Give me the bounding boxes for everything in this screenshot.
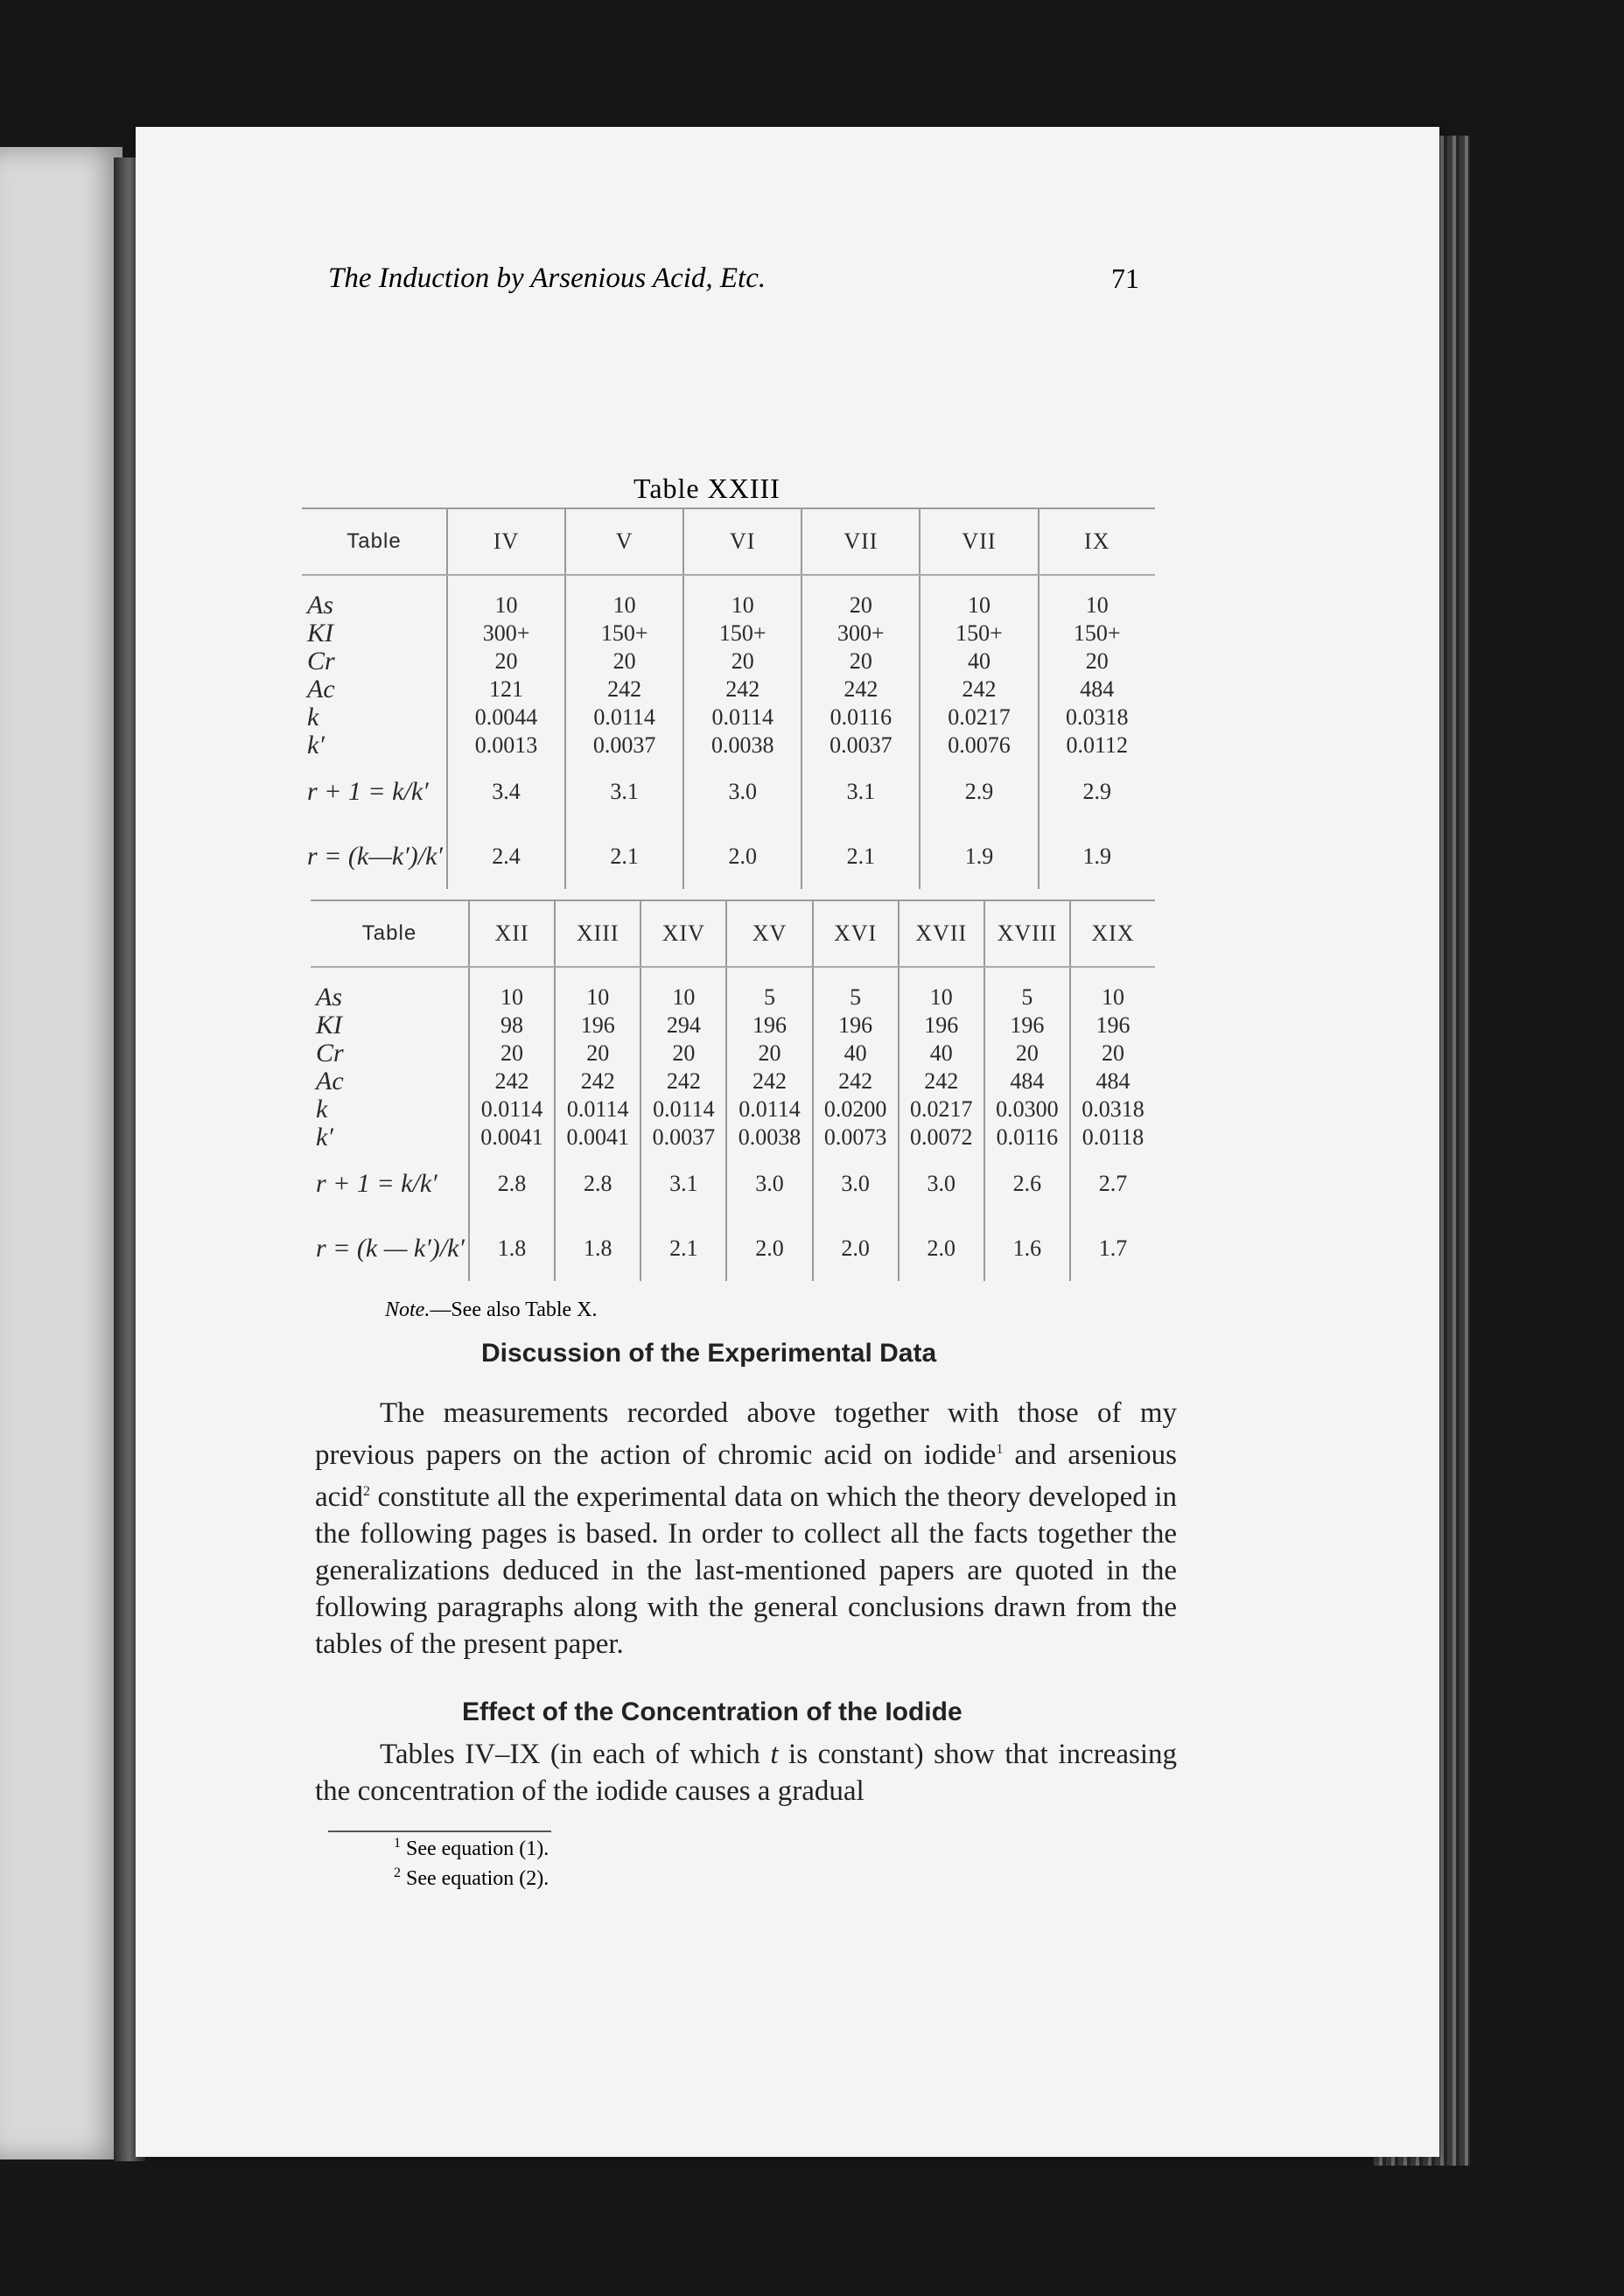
table-cell: 20 [1039, 648, 1155, 676]
table-row [311, 1096, 1155, 1124]
paragraph-text: Tables IV–IX (in each of which [380, 1739, 771, 1770]
facing-left-page [0, 147, 122, 2160]
table-cell: 150+ [920, 620, 1038, 648]
table-cell: 3.1 [802, 760, 920, 824]
footnote-rule [328, 1830, 551, 1832]
table-cell: 2.1 [640, 1216, 726, 1281]
table-cell: 196 [1070, 1012, 1155, 1040]
table-cell: 2.4 [447, 824, 565, 889]
table-cell: 20 [447, 648, 565, 676]
table-row [302, 732, 1155, 760]
table-cell: 10 [683, 592, 802, 620]
table-cell: 0.0038 [726, 1124, 812, 1152]
table-row [302, 592, 1155, 620]
table-cell: 2.0 [683, 824, 802, 889]
table-cell: 0.0114 [555, 1096, 640, 1124]
table-cell: 196 [555, 1012, 640, 1040]
row-label: Ac [307, 675, 335, 704]
table-row [311, 1152, 1155, 1216]
paragraph-text: The measurements recorded above together with those of my previous papers on the action of chromic acid on iodide [315, 1397, 1177, 1471]
table-cell: 0.0217 [899, 1096, 984, 1124]
table-cell: 0.0041 [469, 1124, 555, 1152]
column-header-table: Table [311, 900, 469, 967]
column-header: VI [683, 508, 802, 575]
table-cell: 20 [555, 1040, 640, 1068]
table-row [302, 648, 1155, 676]
note-text: —See also Table X. [430, 1298, 598, 1321]
table-cell: 2.1 [565, 824, 683, 889]
column-header-table: Table [302, 508, 447, 575]
table-cell: 196 [899, 1012, 984, 1040]
table-cell: 1.9 [1039, 824, 1155, 889]
row-label: Cr [307, 647, 335, 676]
table-cell: 294 [640, 1012, 726, 1040]
column-header: XII [469, 900, 555, 967]
table-xxiii-part-1 [302, 508, 1155, 889]
table-cell: 242 [469, 1068, 555, 1096]
column-header: V [565, 508, 683, 575]
table-cell: 0.0318 [1039, 704, 1155, 732]
running-head: The Induction by Arsenious Acid, Etc. [328, 262, 766, 294]
table-row [302, 704, 1155, 732]
table-cell: 20 [640, 1040, 726, 1068]
table-cell: 0.0118 [1070, 1124, 1155, 1152]
table-cell: 2.7 [1070, 1152, 1155, 1216]
spacer-row [311, 967, 1155, 984]
table-cell: 242 [813, 1068, 899, 1096]
table-row [311, 1124, 1155, 1152]
row-label: r = (k — k′)/k′ [316, 1234, 465, 1263]
table-cell: 242 [802, 676, 920, 704]
table-note [385, 1298, 598, 1322]
table-cell: 1.9 [920, 824, 1038, 889]
table-cell: 0.0073 [813, 1124, 899, 1152]
table-row [302, 620, 1155, 648]
variable-t: t [770, 1739, 779, 1770]
table-cell: 20 [469, 1040, 555, 1068]
table-cell: 3.1 [565, 760, 683, 824]
table-cell: 20 [1070, 1040, 1155, 1068]
table-cell: 20 [565, 648, 683, 676]
column-header: XVI [813, 900, 899, 967]
note-label: Note. [385, 1298, 430, 1321]
table-cell: 3.0 [726, 1152, 812, 1216]
row-label: KI [307, 619, 333, 648]
row-label: k [307, 703, 319, 732]
table-xxiii-part-2 [311, 900, 1155, 1281]
table-cell: 2.6 [984, 1152, 1070, 1216]
table-row [302, 824, 1155, 889]
footnote-marker: 1 [996, 1442, 1004, 1457]
table-cell: 2.1 [802, 824, 920, 889]
footnote-1 [394, 1836, 549, 1861]
table-cell: 10 [899, 984, 984, 1012]
table-cell: 0.0041 [555, 1124, 640, 1152]
row-label: r + 1 = k/k′ [316, 1169, 438, 1198]
column-header: XV [726, 900, 812, 967]
table-cell: 484 [1039, 676, 1155, 704]
table-cell: 0.0114 [726, 1096, 812, 1124]
table-row [311, 1012, 1155, 1040]
table-cell: 150+ [565, 620, 683, 648]
spacer-row [302, 575, 1155, 592]
table-cell: 300+ [447, 620, 565, 648]
table-cell: 3.4 [447, 760, 565, 824]
table-cell: 242 [726, 1068, 812, 1096]
table-cell: 20 [726, 1040, 812, 1068]
column-header: XIX [1070, 900, 1155, 967]
table-cell: 242 [899, 1068, 984, 1096]
table-cell: 0.0114 [469, 1096, 555, 1124]
table-cell: 10 [447, 592, 565, 620]
table-cell: 3.0 [899, 1152, 984, 1216]
table-cell: 10 [920, 592, 1038, 620]
table-cell: 2.0 [899, 1216, 984, 1281]
row-label: k′ [307, 731, 325, 760]
row-label: As [307, 591, 333, 620]
table-cell: 20 [802, 592, 920, 620]
table-cell: 1.8 [555, 1216, 640, 1281]
paragraph-text: and arsenious acid [315, 1439, 1177, 1513]
table-cell: 196 [726, 1012, 812, 1040]
table-cell: 0.0116 [802, 704, 920, 732]
table-cell: 40 [899, 1040, 984, 1068]
table-cell: 242 [920, 676, 1038, 704]
table-cell: 0.0037 [565, 732, 683, 760]
table-cell: 242 [565, 676, 683, 704]
table-cell: 0.0037 [640, 1124, 726, 1152]
table-cell: 98 [469, 1012, 555, 1040]
table-row [311, 1216, 1155, 1281]
table-cell: 150+ [683, 620, 802, 648]
table-cell: 2.0 [726, 1216, 812, 1281]
paragraph-text: is constant) show that increasing the concentration of the iodide causes a gradual [315, 1739, 1177, 1807]
column-header: XVII [899, 900, 984, 967]
table-cell: 20 [984, 1040, 1070, 1068]
table-header-row [302, 508, 1155, 575]
table-cell: 5 [813, 984, 899, 1012]
table-cell: 5 [984, 984, 1070, 1012]
section-heading-discussion: Discussion of the Experimental Data [481, 1339, 937, 1368]
footnote-mark: 1 [394, 1836, 401, 1851]
row-label: Ac [316, 1067, 344, 1096]
table-cell: 150+ [1039, 620, 1155, 648]
table-cell: 0.0217 [920, 704, 1038, 732]
table-cell: 0.0044 [447, 704, 565, 732]
table-cell: 2.8 [555, 1152, 640, 1216]
table-cell: 0.0200 [813, 1096, 899, 1124]
table-cell: 1.7 [1070, 1216, 1155, 1281]
table-cell: 2.9 [920, 760, 1038, 824]
table-cell: 2.8 [469, 1152, 555, 1216]
table-cell: 0.0072 [899, 1124, 984, 1152]
paragraph-discussion [315, 1395, 1177, 1662]
table-cell: 0.0013 [447, 732, 565, 760]
paragraph-iodide [315, 1736, 1177, 1810]
column-header: VII [802, 508, 920, 575]
table-cell: 196 [813, 1012, 899, 1040]
table-cell: 242 [640, 1068, 726, 1096]
table-cell: 10 [1039, 592, 1155, 620]
table-cell: 242 [683, 676, 802, 704]
row-label: k [316, 1095, 328, 1124]
page-number: 71 [1111, 262, 1139, 294]
table-cell: 300+ [802, 620, 920, 648]
table-cell: 484 [1070, 1068, 1155, 1096]
table-cell: 0.0300 [984, 1096, 1070, 1124]
table-row [311, 1040, 1155, 1068]
table-cell: 0.0114 [565, 704, 683, 732]
footnote-marker: 2 [362, 1484, 370, 1499]
table-cell: 0.0318 [1070, 1096, 1155, 1124]
footnote-mark: 2 [394, 1866, 401, 1880]
table-cell: 10 [1070, 984, 1155, 1012]
footnote-text: See equation (1). [406, 1838, 550, 1860]
table-cell: 196 [984, 1012, 1070, 1040]
section-heading-iodide: Effect of the Concentration of the Iodide [462, 1698, 962, 1726]
table-cell: 242 [555, 1068, 640, 1096]
table-cell: 40 [920, 648, 1038, 676]
table-cell: 10 [565, 592, 683, 620]
table-cell: 0.0037 [802, 732, 920, 760]
row-label: k′ [316, 1123, 333, 1152]
table-cell: 20 [802, 648, 920, 676]
table-row [311, 1068, 1155, 1096]
table-header-row [311, 900, 1155, 967]
table-cell: 1.8 [469, 1216, 555, 1281]
row-label: As [316, 983, 342, 1012]
table-cell: 3.0 [813, 1152, 899, 1216]
table-cell: 5 [726, 984, 812, 1012]
table-cell: 484 [984, 1068, 1070, 1096]
table-cell: 0.0116 [984, 1124, 1070, 1152]
footnote-2 [394, 1866, 549, 1891]
column-header: IV [447, 508, 565, 575]
table-cell: 3.1 [640, 1152, 726, 1216]
row-label: r = (k—k′)/k′ [307, 842, 443, 871]
table-cell: 121 [447, 676, 565, 704]
table-cell: 0.0038 [683, 732, 802, 760]
table-row [311, 984, 1155, 1012]
table-cell: 0.0114 [640, 1096, 726, 1124]
footnote-text: See equation (2). [406, 1867, 550, 1890]
column-header: IX [1039, 508, 1155, 575]
table-cell: 40 [813, 1040, 899, 1068]
table-row [302, 760, 1155, 824]
table-cell: 10 [469, 984, 555, 1012]
column-header: XVIII [984, 900, 1070, 967]
table-cell: 20 [683, 648, 802, 676]
row-label: Cr [316, 1039, 344, 1068]
table-cell: 0.0076 [920, 732, 1038, 760]
table-cell: 10 [555, 984, 640, 1012]
table-cell: 0.0112 [1039, 732, 1155, 760]
row-label: KI [316, 1011, 342, 1040]
table-row [302, 676, 1155, 704]
column-header: XIII [555, 900, 640, 967]
table-cell: 3.0 [683, 760, 802, 824]
table-cell: 1.6 [984, 1216, 1070, 1281]
column-header: VII [920, 508, 1038, 575]
table-cell: 2.0 [813, 1216, 899, 1281]
column-header: XIV [640, 900, 726, 967]
paragraph-text: constitute all the experimental data on which the theory developed in the following pages is based. In order to collect all the facts together the generalizations deduced in the last-mentioned papers are quoted in the following paragraphs along with the general conclusions drawn from the tables of the present paper. [315, 1481, 1177, 1660]
table-cell: 10 [640, 984, 726, 1012]
table-cell: 2.9 [1039, 760, 1155, 824]
table-title: Table XXIII [634, 472, 780, 504]
table-cell: 0.0114 [683, 704, 802, 732]
row-label: r + 1 = k/k′ [307, 777, 429, 806]
